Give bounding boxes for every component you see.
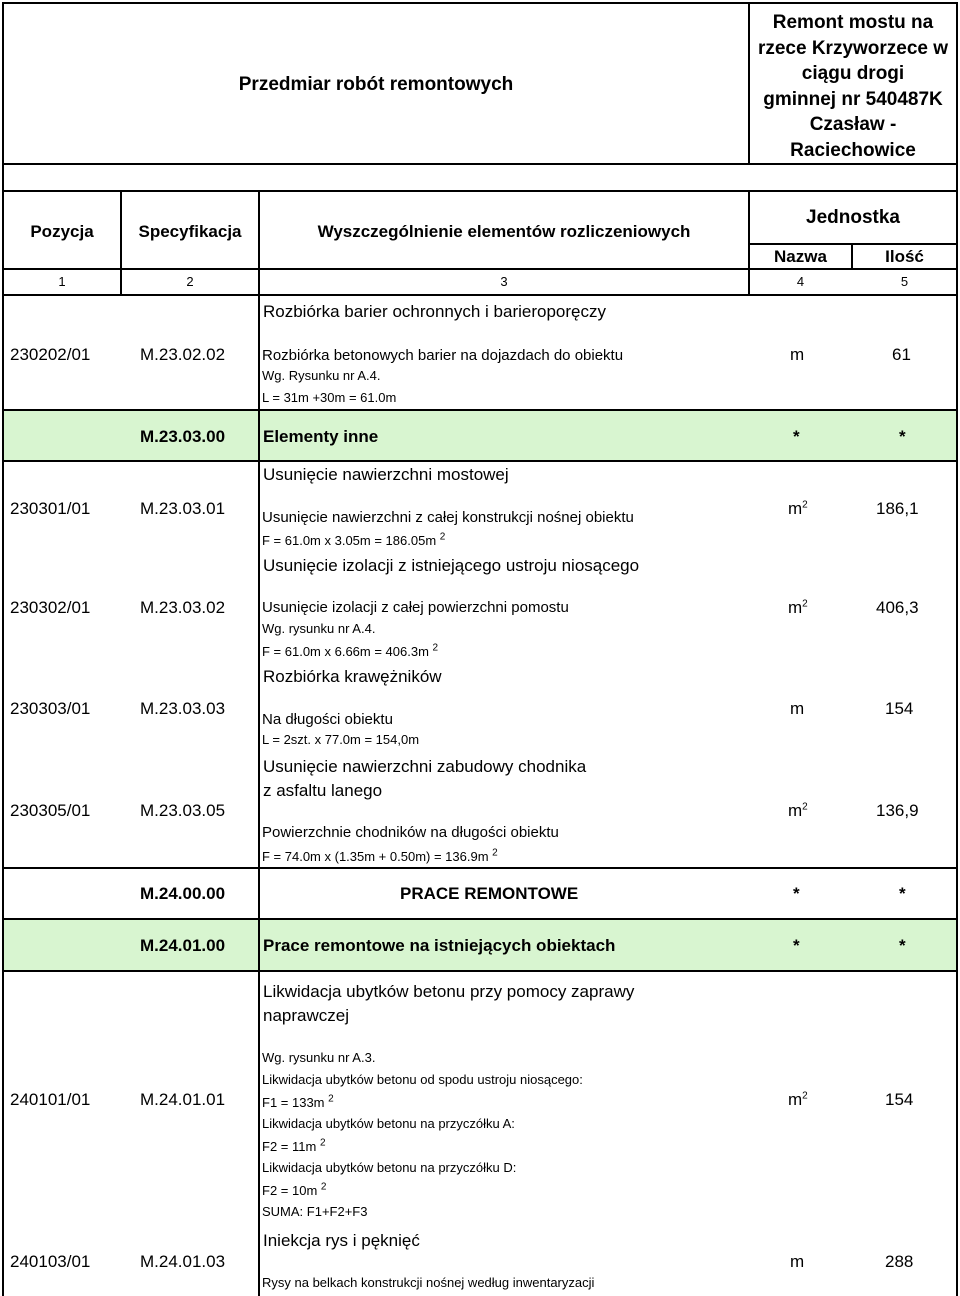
col-number: 1 [58, 274, 66, 289]
row-unit: m [790, 699, 805, 718]
section-unit: * [793, 427, 800, 446]
row-title: Likwidacja ubytków betonu przy pomocy zaprawy [263, 982, 635, 1001]
row-spec: M.23.02.02 [140, 345, 226, 364]
row-pozycja: 230303/01 [10, 699, 91, 718]
section-unit: * [793, 884, 800, 903]
row-unit: m [790, 345, 805, 364]
row-desc: Wg. Rysunku nr A.4. [262, 368, 381, 383]
row-qty: 186,1 [876, 499, 919, 518]
section-qty: * [899, 884, 906, 903]
row-spec: M.23.03.05 [140, 801, 226, 820]
row-title: Usunięcie nawierzchni zabudowy chodnika [263, 757, 587, 776]
row-desc: F2 = 10m $^2$ [262, 1181, 327, 1198]
row-pozycja: 230302/01 [10, 598, 91, 617]
row-unit: $m^2$ [788, 1090, 808, 1109]
row-qty: 154 [885, 1090, 914, 1109]
row-title: Iniekcja rys i pęknięć [263, 1231, 420, 1250]
col-number: 4 [796, 274, 805, 289]
col-number: 3 [500, 274, 508, 289]
section-title: Elementy inne [263, 427, 379, 446]
row-desc: Rozbiórka betonowych barier na dojazdach do obiektu [262, 347, 624, 364]
row-qty: 154 [885, 699, 914, 718]
row-desc: L = 31m +30m = 61.0m [262, 390, 397, 405]
row-pozycja: 230202/01 [10, 345, 91, 364]
row-title: Rozbiórka krawężników [263, 667, 442, 686]
document-title: Przedmiar robót remontowych [238, 74, 514, 95]
col-header-ilosc: Ilość [885, 247, 924, 266]
col-number: 2 [186, 274, 194, 289]
row-title: Usunięcie izolacji z istniejącego ustroju niosącego [263, 556, 640, 575]
section-spec: M.24.00.00 [140, 884, 226, 903]
row-pozycja: 230301/01 [10, 499, 91, 518]
row-desc: Likwidacja ubytków betonu na przyczółku A: [262, 1116, 515, 1131]
row-desc: SUMA: F1+F2+F3 [262, 1204, 368, 1219]
col-header-jednostka: Jednostka [806, 207, 900, 228]
col-header-nazwa: Nazwa [774, 247, 827, 266]
project-line: Remont mostu na [772, 12, 934, 33]
project-line: Czasław - [809, 114, 897, 135]
section-qty: * [899, 936, 906, 955]
section-spec: M.24.01.00 [140, 936, 226, 955]
section-qty: * [899, 427, 906, 446]
row-qty: 406,3 [876, 598, 919, 617]
project-line: ciągu drogi [801, 63, 905, 84]
row-title: z asfaltu lanego [263, 781, 383, 800]
row-title: Usunięcie nawierzchni mostowej [263, 465, 509, 484]
row-qty: 61 [892, 345, 911, 364]
row-title: Rozbiórka barier ochronnych i barieroporęczy [263, 302, 606, 321]
row-unit: $m^2$ [788, 801, 808, 820]
row-desc: Usunięcie izolacji z całej powierzchni pomostu [262, 599, 569, 616]
row-pozycja: 230305/01 [10, 801, 91, 820]
col-header-wyszczegolnienie: Wyszczególnienie elementów rozliczeniowych [317, 222, 691, 241]
row-unit: m [790, 1252, 805, 1271]
row-desc: Likwidacja ubytków betonu od spodu ustroju niosącego: [262, 1072, 583, 1087]
row-desc: Usunięcie nawierzchni z całej konstrukcji nośnej obiektu [262, 509, 634, 526]
row-spec: M.23.03.02 [140, 598, 226, 617]
col-number: 5 [900, 274, 909, 289]
row-title: naprawczej [263, 1006, 349, 1025]
row-desc: F = 61.0m x 6.66m = 406.3m $^2$ [262, 642, 439, 659]
row-desc: F = 74.0m x (1.35m + 0.50m) = 136.9m $^2$ [262, 847, 498, 864]
row-desc: Wg. rysunku nr A.4. [262, 621, 376, 636]
row-desc: F1 = 133m $^2$ [262, 1093, 334, 1110]
row-desc: F = 61.0m x 3.05m = 186.05m $^2$ [262, 531, 446, 548]
section-unit: * [793, 936, 800, 955]
project-name [750, 10, 956, 163]
row-desc: Rysy na belkach konstrukcji nośnej według inwentaryzacji [262, 1275, 595, 1290]
row-qty: 288 [885, 1252, 914, 1271]
row-unit: $m^2$ [788, 598, 808, 617]
row-spec: M.23.03.01 [140, 499, 226, 518]
row-desc: Na długości obiektu [262, 711, 393, 728]
row-pozycja: 240101/01 [10, 1090, 91, 1109]
section-spec: M.23.03.00 [140, 427, 226, 446]
section-title: PRACE REMONTOWE [400, 884, 579, 903]
row-unit: $m^2$ [788, 499, 808, 518]
row-spec: M.24.01.01 [140, 1090, 226, 1109]
col-header-pozycja: Pozycja [30, 222, 94, 241]
row-desc: Wg. rysunku nr A.3. [262, 1050, 376, 1065]
row-desc: Likwidacja ubytków betonu na przyczółku D: [262, 1160, 517, 1175]
project-line: rzece Krzyworzece w [757, 37, 949, 59]
project-line: gminnej nr 540487K [763, 88, 943, 110]
row-spec: M.23.03.03 [140, 699, 226, 718]
row-desc: F2 = 11m $^2$ [262, 1137, 326, 1154]
col-header-specyfikacja: Specyfikacja [138, 222, 242, 241]
row-desc: L = 2szt. x 77.0m = 154,0m [262, 732, 420, 747]
row-spec: M.24.01.03 [140, 1252, 226, 1271]
section-title: Prace remontowe na istniejących obiektach [263, 936, 616, 955]
project-line: Raciechowice [790, 139, 916, 161]
row-desc: Powierzchnie chodników na długości obiektu [262, 824, 559, 841]
row-pozycja: 240103/01 [10, 1252, 91, 1271]
row-qty: 136,9 [876, 801, 919, 820]
